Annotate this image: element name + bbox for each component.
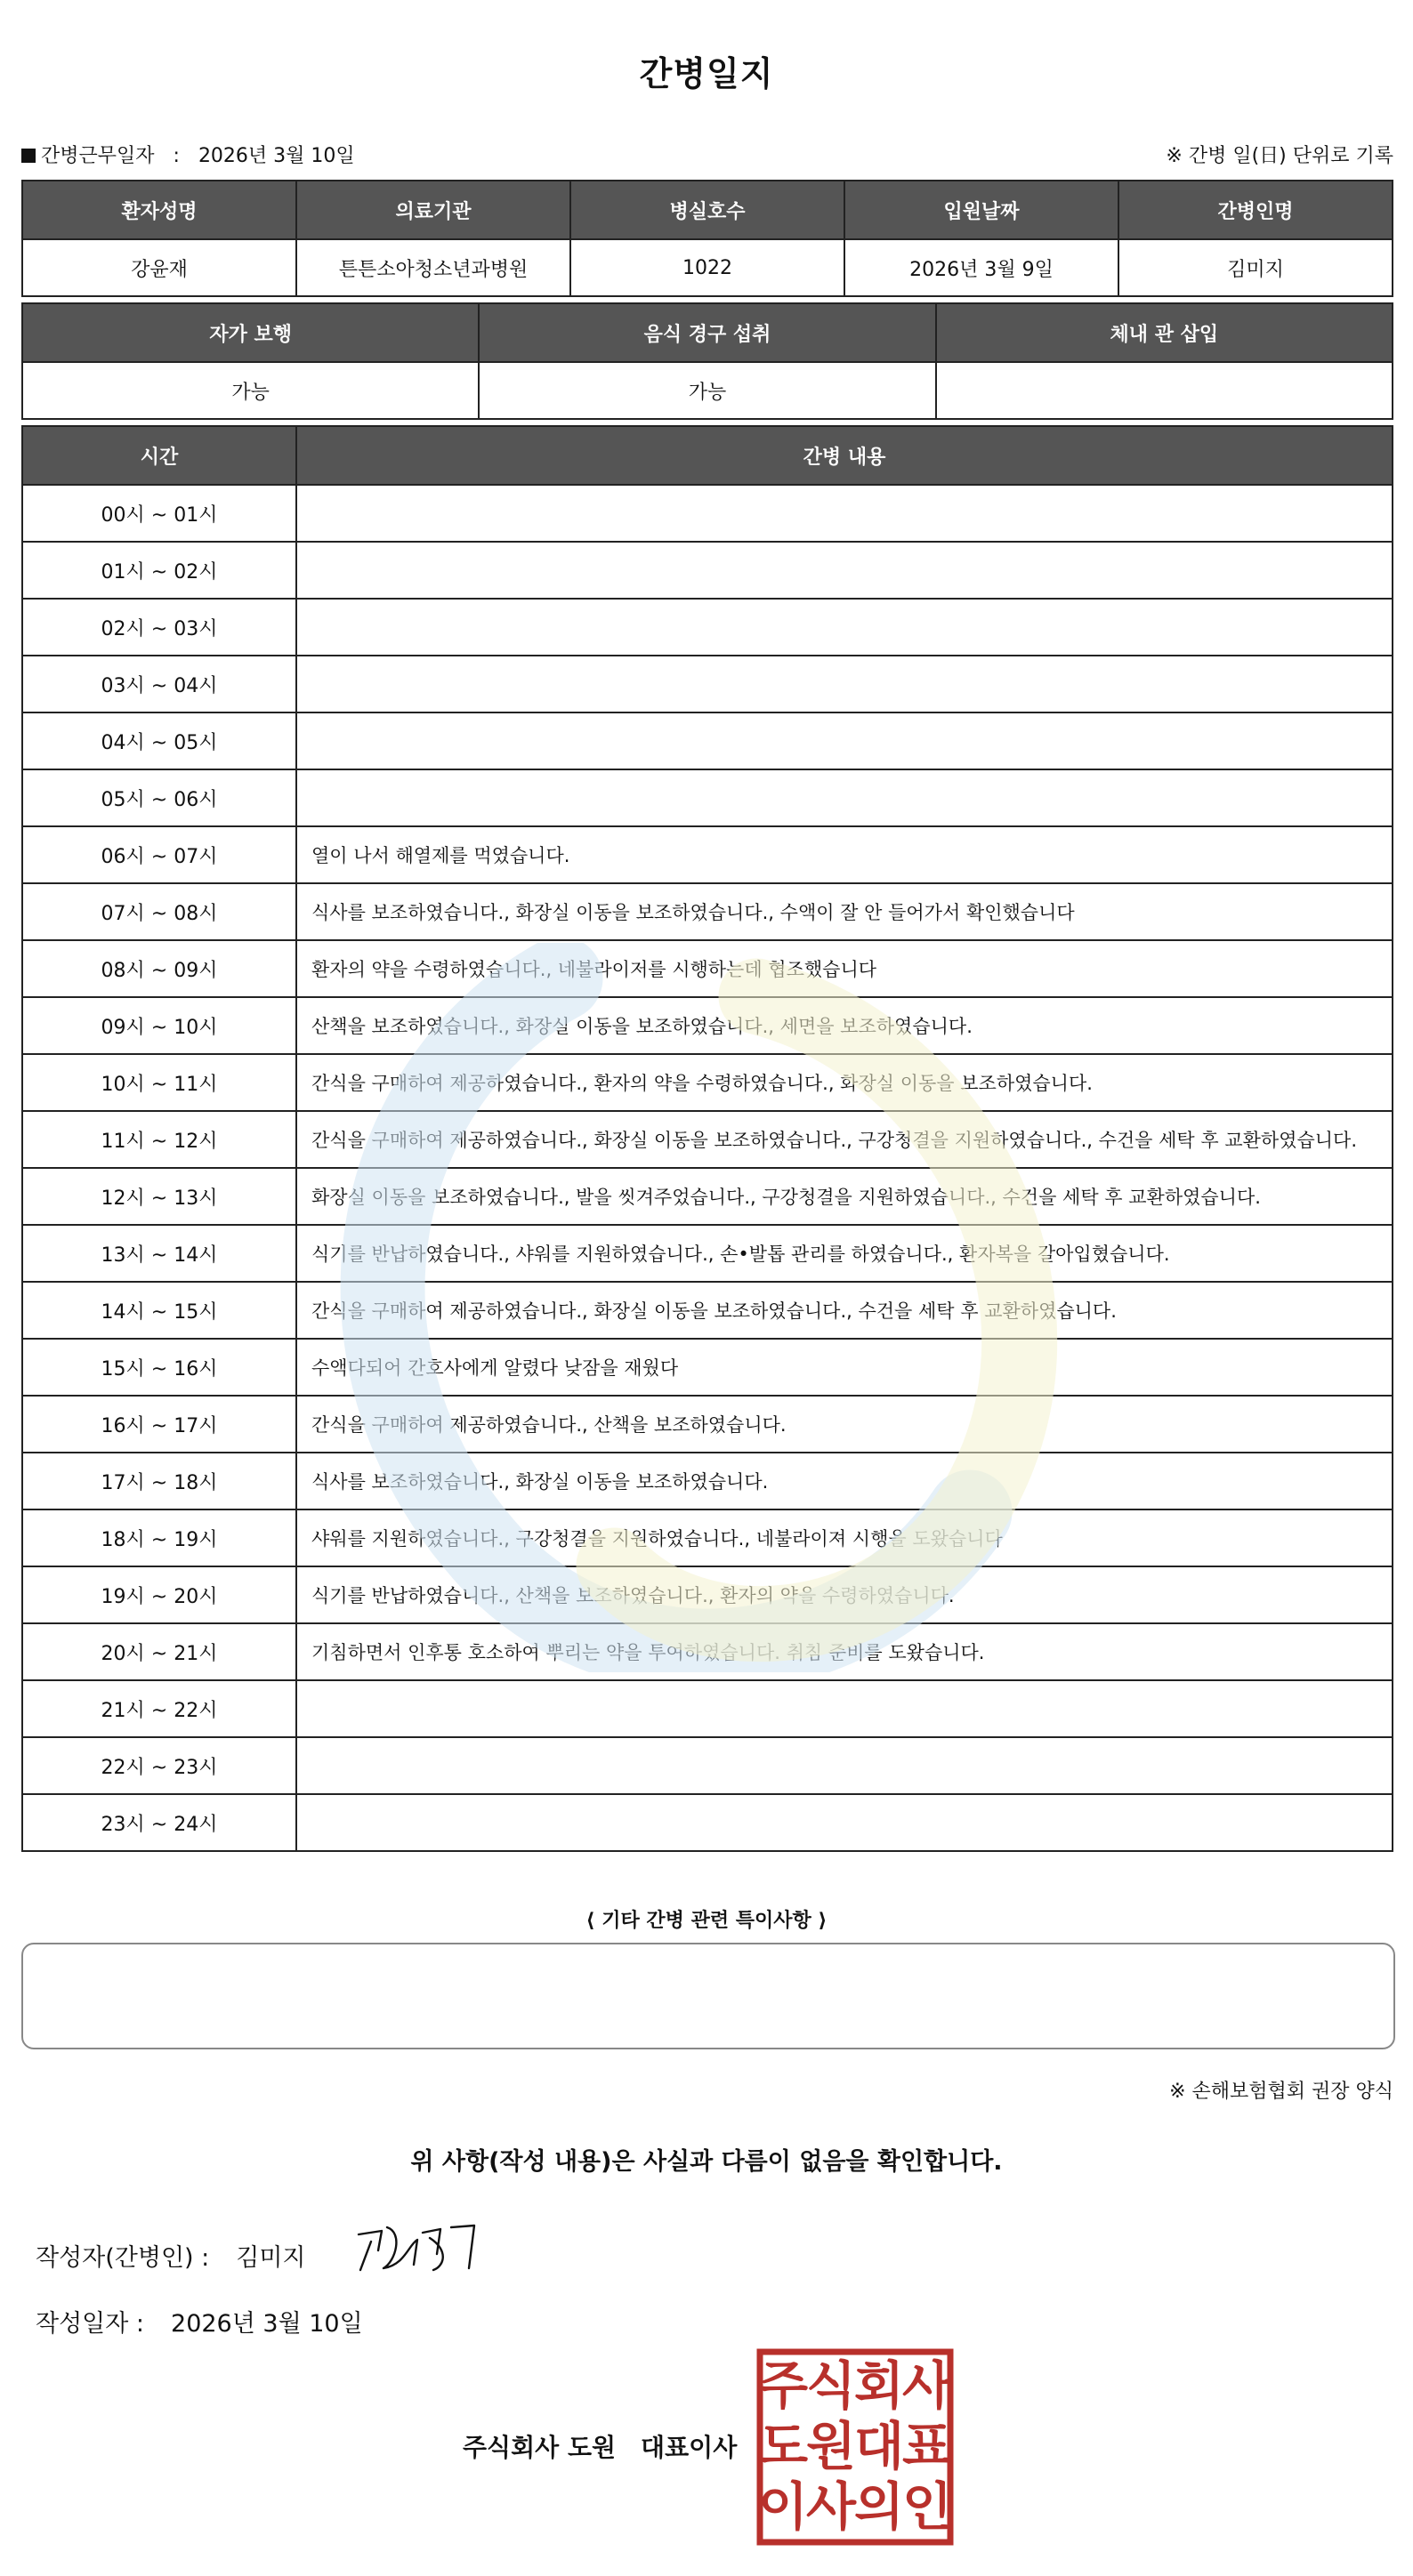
seal-character: 인 — [901, 2476, 953, 2537]
remarks-title: ⟨ 기타 간병 관련 특이사항 ⟩ — [585, 1910, 828, 1932]
log-content: 기침하면서 인후통 호소하여 뿌리는 약을 투여하였습니다. 취침 준비를 도왔습니다. — [296, 1623, 1393, 1680]
work-date-line — [21, 141, 355, 168]
log-time: 18시 ~ 19시 — [22, 1509, 296, 1566]
log-body — [22, 485, 1393, 1851]
seal-character: 의 — [853, 2476, 905, 2537]
log-row — [22, 542, 1393, 599]
log-time: 22시 ~ 23시 — [22, 1737, 296, 1794]
log-content: 산책을 보조하였습니다., 화장실 이동을 보조하였습니다., 세면을 보조하였습니다. — [296, 997, 1393, 1054]
log-time: 17시 ~ 18시 — [22, 1453, 296, 1509]
log-time: 10시 ~ 11시 — [22, 1054, 296, 1111]
header-oral-intake: 음식 경구 섭취 — [479, 303, 935, 362]
company-seal-stamp — [756, 2348, 954, 2546]
log-content: 수액다되어 간호사에게 알렸다 낮잠을 재웠다 — [296, 1339, 1393, 1396]
log-time: 06시 ~ 07시 — [22, 826, 296, 883]
caregiver-name: 김미지 — [1118, 239, 1393, 296]
log-time: 20시 ~ 21시 — [22, 1623, 296, 1680]
form-footnote: ※ 손해보험협회 권장 양식 — [1169, 2081, 1393, 2103]
room-number: 1022 — [570, 239, 844, 296]
log-time: 05시 ~ 06시 — [22, 769, 296, 826]
log-row — [22, 826, 1393, 883]
handwritten-signature — [351, 2215, 485, 2277]
work-date-label: 간병근무일자 — [41, 145, 155, 167]
log-row — [22, 1737, 1393, 1794]
seal-character: 원 — [805, 2416, 857, 2476]
log-row — [22, 485, 1393, 542]
writer-line — [36, 2238, 306, 2273]
log-content: 샤워를 지원하였습니다., 구강청결을 지원하였습니다., 네불라이져 시행을 도왔습니다 — [296, 1509, 1393, 1566]
log-content — [296, 1794, 1393, 1851]
seal-character: 사 — [805, 2476, 857, 2537]
log-content: 간식을 구매하여 제공하였습니다., 화장실 이동을 보조하였습니다., 구강청결을 지원하였습니다., 수건을 세탁 후 교환하였습니다. — [296, 1111, 1393, 1168]
log-time: 02시 ~ 03시 — [22, 599, 296, 656]
log-content: 식사를 보조하였습니다., 화장실 이동을 보조하였습니다. — [296, 1453, 1393, 1509]
log-time: 12시 ~ 13시 — [22, 1168, 296, 1225]
log-row — [22, 1168, 1393, 1225]
log-content: 간식을 구매하여 제공하였습니다., 화장실 이동을 보조하였습니다., 수건을 세탁 후 교환하였습니다. — [296, 1282, 1393, 1339]
log-time: 04시 ~ 05시 — [22, 712, 296, 769]
patient-status-table — [21, 302, 1393, 420]
page-title: 간병일지 — [639, 54, 774, 93]
log-row — [22, 883, 1393, 940]
log-time: 19시 ~ 20시 — [22, 1566, 296, 1623]
log-header-row — [22, 426, 1393, 485]
company-role: 대표이사 — [641, 2433, 738, 2462]
header-tube-insertion: 체내 관 삽입 — [936, 303, 1393, 362]
header-admission-date: 입원날짜 — [844, 181, 1118, 239]
patient-name: 강윤재 — [22, 239, 296, 296]
log-row — [22, 769, 1393, 826]
seal-character: 식 — [805, 2355, 857, 2416]
seal-character: 대 — [853, 2416, 905, 2476]
log-row — [22, 1623, 1393, 1680]
walking-status: 가능 — [22, 362, 479, 419]
log-row — [22, 1282, 1393, 1339]
log-time: 01시 ~ 02시 — [22, 542, 296, 599]
log-row — [22, 1794, 1393, 1851]
log-content: 화장실 이동을 보조하였습니다., 발을 씻겨주었습니다., 구강청결을 지원하였습니다., 수건을 세탁 후 교환하였습니다. — [296, 1168, 1393, 1225]
log-time: 08시 ~ 09시 — [22, 940, 296, 997]
log-time: 13시 ~ 14시 — [22, 1225, 296, 1282]
log-time: 09시 ~ 10시 — [22, 997, 296, 1054]
seal-character: 이 — [757, 2476, 809, 2537]
header-caregiver: 간병인명 — [1118, 181, 1393, 239]
log-time: 21시 ~ 22시 — [22, 1680, 296, 1737]
log-time: 23시 ~ 24시 — [22, 1794, 296, 1851]
log-time: 14시 ~ 15시 — [22, 1282, 296, 1339]
company-name: 주식회사 도원 — [463, 2433, 617, 2462]
log-row — [22, 1225, 1393, 1282]
seal-character: 표 — [901, 2416, 953, 2476]
log-content — [296, 769, 1393, 826]
seal-character: 주 — [757, 2355, 809, 2416]
work-date-value: 2026년 3월 10일 — [198, 145, 355, 167]
header-patient-name: 환자성명 — [22, 181, 296, 239]
log-content — [296, 656, 1393, 712]
written-date-line — [36, 2304, 363, 2339]
log-content: 식기를 반납하였습니다., 샤워를 지원하였습니다., 손•발톱 관리를 하였습니다., 환자복을 갈아입혔습니다. — [296, 1225, 1393, 1282]
seal-character: 회 — [853, 2355, 905, 2416]
log-content — [296, 599, 1393, 656]
log-content — [296, 542, 1393, 599]
log-row — [22, 599, 1393, 656]
log-content — [296, 712, 1393, 769]
log-row — [22, 1111, 1393, 1168]
writer-label: 작성자(간병인) : — [36, 2244, 210, 2272]
log-row — [22, 656, 1393, 712]
log-time: 00시 ~ 01시 — [22, 485, 296, 542]
log-time: 11시 ~ 12시 — [22, 1111, 296, 1168]
log-row — [22, 712, 1393, 769]
seal-character: 사 — [901, 2355, 953, 2416]
square-bullet-icon — [21, 149, 36, 163]
log-time: 15시 ~ 16시 — [22, 1339, 296, 1396]
header-time: 시간 — [22, 426, 296, 485]
seal-character: 도 — [757, 2416, 809, 2476]
header-walking: 자가 보행 — [22, 303, 479, 362]
writer-name: 김미지 — [236, 2244, 306, 2272]
header-hospital: 의료기관 — [296, 181, 570, 239]
oral-intake-status: 가능 — [479, 362, 935, 419]
written-date-value: 2026년 3월 10일 — [171, 2310, 363, 2338]
status-value-row — [22, 362, 1393, 419]
patient-header-row — [22, 181, 1393, 239]
log-row — [22, 1396, 1393, 1453]
log-content — [296, 485, 1393, 542]
patient-info-table — [21, 180, 1393, 297]
log-row — [22, 1339, 1393, 1396]
log-content: 환자의 약을 수령하였습니다., 네불라이저를 시행하는데 협조했습니다 — [296, 940, 1393, 997]
work-date-separator: : — [173, 145, 180, 167]
hospital-name: 튼튼소아청소년과병원 — [296, 239, 570, 296]
log-time: 07시 ~ 08시 — [22, 883, 296, 940]
admission-date: 2026년 3월 9일 — [844, 239, 1118, 296]
log-content: 식사를 보조하였습니다., 화장실 이동을 보조하였습니다., 수액이 잘 안 들어가서 확인했습니다 — [296, 883, 1393, 940]
log-row — [22, 1509, 1393, 1566]
header-care-content: 간병 내용 — [296, 426, 1393, 485]
remarks-box — [21, 1943, 1395, 2049]
log-row — [22, 1453, 1393, 1509]
confirmation-statement: 위 사항(작성 내용)은 사실과 다름이 없음을 확인합니다. — [410, 2148, 1003, 2176]
log-row — [22, 997, 1393, 1054]
patient-value-row — [22, 239, 1393, 296]
log-content: 열이 나서 해열제를 먹였습니다. — [296, 826, 1393, 883]
log-content: 식기를 반납하였습니다., 산책을 보조하였습니다., 환자의 약을 수령하였습니다. — [296, 1566, 1393, 1623]
log-time: 16시 ~ 17시 — [22, 1396, 296, 1453]
log-content: 간식을 구매하여 제공하였습니다., 환자의 약을 수령하였습니다., 화장실 이동을 보조하였습니다. — [296, 1054, 1393, 1111]
log-row — [22, 940, 1393, 997]
tube-insertion-status — [936, 362, 1393, 419]
log-time: 03시 ~ 04시 — [22, 656, 296, 712]
log-row — [22, 1680, 1393, 1737]
log-row — [22, 1054, 1393, 1111]
care-log-table — [21, 425, 1393, 1852]
log-content — [296, 1737, 1393, 1794]
status-header-row — [22, 303, 1393, 362]
written-date-label: 작성일자 : — [36, 2310, 145, 2338]
log-row — [22, 1566, 1393, 1623]
record-note: ※ 간병 일(日) 단위로 기록 — [1166, 145, 1393, 167]
header-room: 병실호수 — [570, 181, 844, 239]
log-content: 간식을 구매하여 제공하였습니다., 산책을 보조하였습니다. — [296, 1396, 1393, 1453]
log-content — [296, 1680, 1393, 1737]
company-line — [463, 2428, 737, 2464]
